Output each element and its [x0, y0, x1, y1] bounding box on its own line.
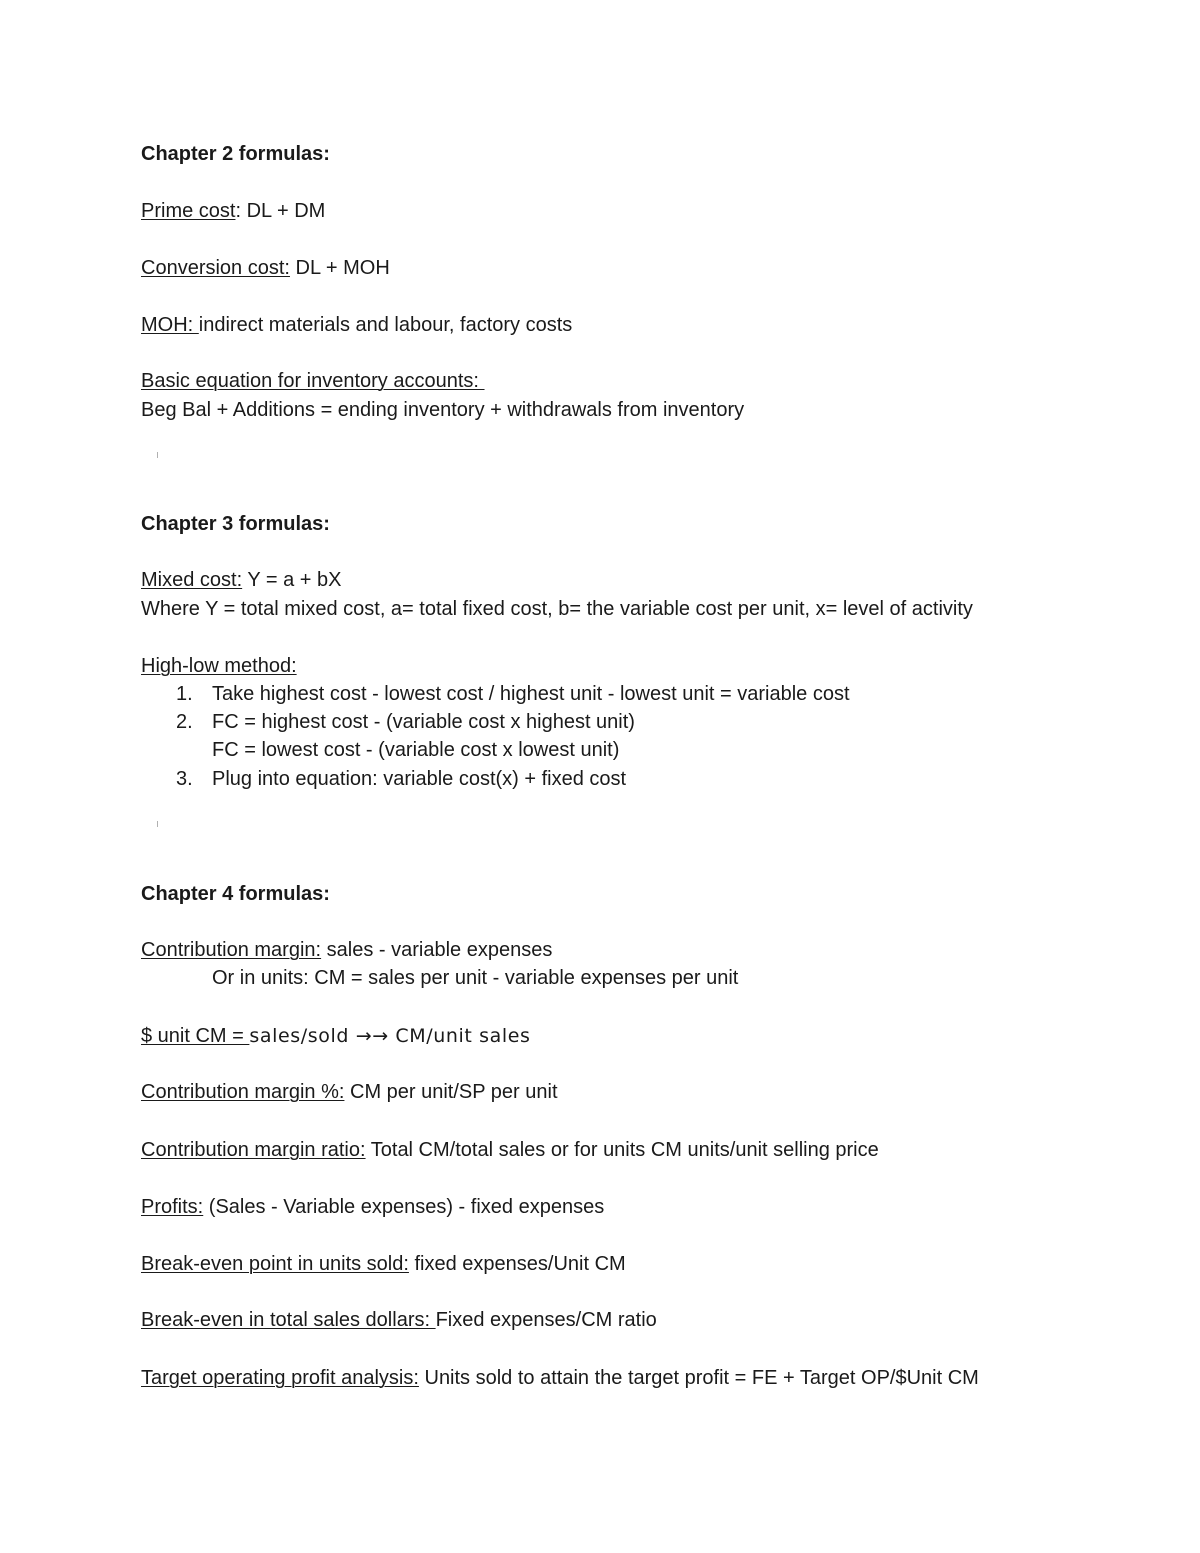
cm-percent-value: CM per unit/SP per unit [344, 1081, 558, 1103]
high-low-line [141, 654, 297, 678]
conversion-cost-line [141, 256, 390, 280]
prime-cost-value: : DL + DM [235, 200, 326, 222]
inventory-equation: Beg Bal + Additions = ending inventory + withdrawals from inventory [141, 399, 745, 421]
cm-ratio-label: Contribution margin ratio: [141, 1139, 366, 1161]
contribution-margin-line [141, 938, 552, 962]
list-text: FC = highest cost - (variable cost x highest unit) [212, 711, 635, 733]
list-item-continuation: FC = lowest cost - (variable cost x lowest unit) [212, 739, 620, 761]
list-text: Plug into equation: variable cost(x) + fixed cost [212, 768, 627, 790]
contribution-margin-units: Or in units: CM = sales per unit - variable expenses per unit [212, 967, 739, 989]
list-item [162, 767, 626, 791]
mixed-cost-where: Where Y = total mixed cost, a= total fixed cost, b= the variable cost per unit, x= level of activity [141, 598, 973, 620]
break-even-dollars-value: Fixed expenses/CM ratio [435, 1309, 657, 1331]
conversion-cost-value: DL + MOH [289, 257, 390, 279]
profits-line [141, 1195, 604, 1219]
moh-value: indirect materials and labour, factory costs [198, 314, 573, 336]
moh-label: MOH: [141, 314, 199, 336]
prime-cost-label: Prime cost [141, 200, 236, 222]
cm-ratio-value: Total CM/total sales or for units CM units/unit selling price [365, 1139, 879, 1161]
high-low-label: High-low method: [141, 655, 297, 677]
cm-ratio-line [141, 1138, 879, 1162]
profits-value: (Sales - Variable expenses) - fixed expenses [203, 1196, 605, 1218]
unit-cm-label: $ unit CM = [141, 1025, 250, 1047]
moh-line [141, 313, 572, 337]
inventory-equation-label [141, 369, 485, 393]
break-even-units-line [141, 1252, 626, 1276]
target-profit-label: Target operating profit analysis: [141, 1367, 419, 1389]
mixed-cost-line [141, 568, 342, 592]
inventory-label: Basic equation for inventory accounts: [141, 370, 485, 392]
profits-label: Profits: [141, 1196, 204, 1218]
list-number: 3. [176, 768, 193, 790]
cm-percent-line [141, 1080, 558, 1104]
separator-mark [157, 452, 158, 458]
list-text: Take highest cost - lowest cost / highest unit - lowest unit = variable cost [212, 683, 850, 705]
list-item [162, 710, 635, 734]
mixed-cost-label: Mixed cost: [141, 569, 243, 591]
unit-cm-value: sales/sold →→ CM/unit sales [249, 1025, 531, 1047]
chapter-3-heading: Chapter 3 formulas: [141, 513, 330, 535]
break-even-dollars-label: Break-even in total sales dollars: [141, 1309, 436, 1331]
contribution-margin-label: Contribution margin: [141, 939, 322, 961]
chapter-2-heading: Chapter 2 formulas: [141, 143, 330, 165]
break-even-units-label: Break-even point in units sold: [141, 1253, 409, 1275]
cm-percent-label: Contribution margin %: [141, 1081, 345, 1103]
conversion-cost-label: Conversion cost: [141, 257, 290, 279]
separator-mark [157, 821, 158, 827]
list-number: 1. [176, 683, 193, 705]
list-number: 2. [176, 711, 193, 733]
break-even-dollars-line [141, 1308, 657, 1332]
contribution-margin-value: sales - variable expenses [321, 939, 553, 961]
prime-cost-line [141, 199, 325, 223]
target-profit-value: Units sold to attain the target profit = FE + Target OP/$Unit CM [418, 1367, 979, 1389]
target-profit-line [141, 1366, 979, 1390]
mixed-cost-value: Y = a + bX [242, 569, 342, 591]
break-even-units-value: fixed expenses/Unit CM [408, 1253, 626, 1275]
chapter-4-heading: Chapter 4 formulas: [141, 883, 330, 905]
list-item [162, 682, 850, 706]
unit-cm-line [141, 1024, 531, 1048]
